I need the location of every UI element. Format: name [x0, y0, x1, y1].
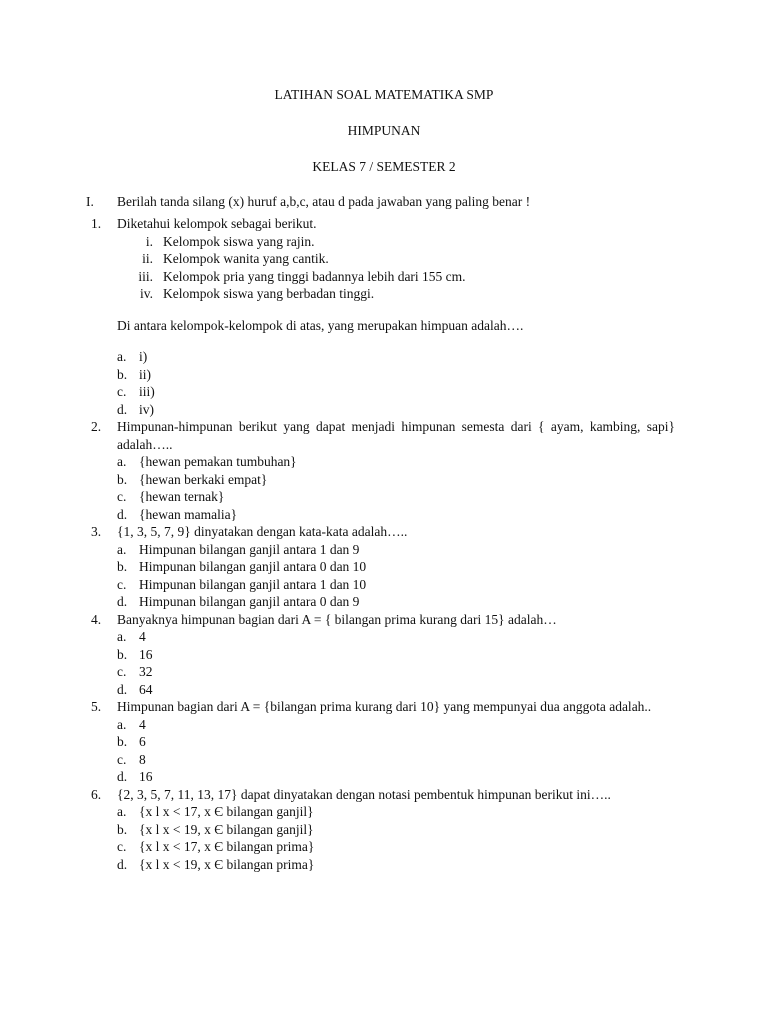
answer-option — [117, 681, 675, 699]
option-letter: b. — [117, 734, 128, 749]
option-letter: d. — [117, 681, 128, 697]
option-letter: a. — [117, 454, 127, 469]
option-letter: b. — [117, 559, 128, 574]
option-text: ii) — [139, 366, 151, 382]
roman-item-text: Kelompok wanita yang cantik. — [163, 251, 329, 266]
option-text: iv) — [139, 401, 154, 417]
document-class-semester: KELAS 7 / SEMESTER 2 — [312, 159, 456, 174]
roman-item — [117, 233, 675, 251]
answer-option — [117, 838, 675, 856]
answer-option — [117, 541, 675, 559]
question-number: 3. — [91, 524, 102, 539]
option-text: {x l x < 19, x Є bilangan prima} — [139, 856, 315, 872]
instruction-text: Berilah tanda silang (x) huruf a,b,c, atau d pada jawaban yang paling benar ! — [117, 194, 531, 209]
answer-option — [117, 488, 675, 506]
option-letter: d. — [117, 856, 128, 872]
option-text: {hewan ternak} — [139, 489, 225, 504]
question-list — [91, 215, 675, 873]
roman-item — [117, 250, 675, 268]
option-letter: d. — [117, 594, 128, 609]
option-letter: b. — [117, 471, 128, 487]
roman-item-text: Kelompok pria yang tinggi badannya lebih dari 155 cm. — [163, 268, 466, 284]
option-text: {hewan pemakan tumbuhan} — [139, 454, 297, 469]
roman-item-number: iii. — [138, 268, 153, 284]
question-stem: Di antara kelompok-kelompok di atas, yang merupakan himpuan adalah…. — [117, 317, 524, 333]
answer-option — [117, 821, 675, 839]
answer-option — [117, 576, 675, 594]
answer-option — [117, 401, 675, 419]
document-title: LATIHAN SOAL MATEMATIKA SMP — [274, 87, 494, 102]
option-text: 32 — [139, 664, 153, 679]
question-text: Himpunan-himpunan berikut yang dapat menjadi himpunan semesta dari { ayam, kambing, sapi} adalah….. — [117, 419, 675, 452]
option-letter: c. — [117, 576, 127, 592]
question-5 — [91, 698, 675, 786]
question-number: 2. — [91, 419, 102, 434]
option-text: {hewan berkaki empat} — [139, 471, 268, 487]
answer-option — [117, 348, 675, 366]
roman-item-number: ii. — [142, 251, 153, 266]
question-text: Diketahui kelompok sebagai berikut. — [117, 216, 317, 231]
option-letter: b. — [117, 821, 128, 837]
option-letter: c. — [117, 664, 127, 679]
option-letter: a. — [117, 716, 127, 732]
roman-item-number: i. — [145, 233, 153, 249]
roman-item-text: Kelompok siswa yang rajin. — [163, 233, 315, 249]
option-text: i) — [139, 349, 148, 364]
option-text: {hewan mamalia} — [139, 506, 238, 522]
question-text: Himpunan bagian dari A = {bilangan prima kurang dari 10} yang mempunyai dua anggota adalah.. — [117, 699, 652, 714]
option-letter: d. — [117, 506, 128, 522]
answer-option — [117, 803, 675, 821]
option-letter: d. — [117, 401, 128, 417]
answer-option — [117, 751, 675, 769]
option-text: 8 — [139, 751, 146, 767]
roman-item-list — [117, 233, 675, 303]
option-text: 16 — [139, 646, 153, 662]
answer-option — [117, 733, 675, 751]
question-2 — [91, 418, 675, 523]
option-text: Himpunan bilangan ganjil antara 0 dan 10 — [139, 559, 367, 574]
roman-item-text: Kelompok siswa yang berbadan tinggi. — [163, 286, 375, 301]
option-text: {x l x < 17, x Є bilangan prima} — [139, 839, 315, 854]
question-number: 5. — [91, 699, 102, 714]
answer-option — [117, 506, 675, 524]
option-letter: b. — [117, 366, 128, 382]
option-letter: c. — [117, 384, 127, 399]
roman-item — [117, 285, 675, 303]
question-4 — [91, 611, 675, 699]
question-3 — [91, 523, 675, 611]
option-letter: a. — [117, 804, 127, 819]
question-text: Banyaknya himpunan bagian dari A = { bilangan prima kurang dari 15} adalah… — [117, 611, 557, 627]
option-letter: b. — [117, 646, 128, 662]
question-text: {1, 3, 5, 7, 9} dinyatakan dengan kata-kata adalah….. — [117, 524, 408, 539]
option-text: {x l x < 19, x Є bilangan ganjil} — [139, 821, 314, 837]
option-text: Himpunan bilangan ganjil antara 1 dan 9 — [139, 541, 360, 557]
option-letter: a. — [117, 349, 127, 364]
option-letter: c. — [117, 489, 127, 504]
answer-option — [117, 856, 675, 874]
answer-option — [117, 471, 675, 489]
question-number: 4. — [91, 611, 102, 627]
roman-item-number: iv. — [140, 286, 153, 301]
answer-option — [117, 383, 675, 401]
option-text: Himpunan bilangan ganjil antara 0 dan 9 — [139, 594, 360, 609]
option-text: iii) — [139, 384, 155, 399]
option-letter: c. — [117, 839, 127, 854]
question-6 — [91, 786, 675, 874]
option-text: 6 — [139, 734, 146, 749]
option-letter: a. — [117, 541, 127, 557]
option-letter: d. — [117, 769, 128, 784]
option-text: 64 — [139, 681, 153, 697]
answer-option — [117, 716, 675, 734]
answer-option — [117, 646, 675, 664]
answer-option — [117, 366, 675, 384]
answer-option — [117, 768, 675, 786]
answer-option — [117, 558, 675, 576]
option-letter: c. — [117, 751, 127, 767]
question-number: 6. — [91, 786, 102, 802]
option-text: {x l x < 17, x Є bilangan ganjil} — [139, 804, 314, 819]
document-subtitle: HIMPUNAN — [347, 123, 421, 138]
answer-option — [117, 453, 675, 471]
section-number: I. — [86, 194, 94, 209]
option-letter: a. — [117, 629, 127, 644]
roman-item — [117, 268, 675, 286]
question-1 — [91, 215, 675, 418]
option-text: 16 — [139, 769, 153, 784]
question-text: {2, 3, 5, 7, 11, 13, 17} dapat dinyatakan dengan notasi pembentuk himpunan berikut ini….. — [117, 786, 611, 802]
option-text: 4 — [139, 716, 146, 732]
answer-option — [117, 663, 675, 681]
answer-option — [117, 593, 675, 611]
answer-option — [117, 628, 675, 646]
option-text: Himpunan bilangan ganjil antara 1 dan 10 — [139, 576, 367, 592]
question-number: 1. — [91, 216, 102, 231]
option-text: 4 — [139, 629, 146, 644]
